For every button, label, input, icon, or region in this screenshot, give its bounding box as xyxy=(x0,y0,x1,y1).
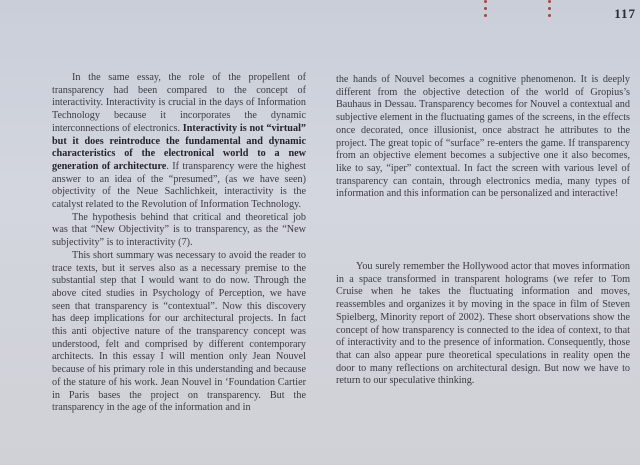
page-number: 117 xyxy=(614,6,636,21)
decorative-dots xyxy=(548,0,552,21)
paragraph-text: In the same essay, the role of the propellent of transparency had been compared to the concept of interactivity. Interactivity is crucial in the days of Information Technology because it incorporates the dynamic interconnections of electronics. xyxy=(52,72,306,134)
paragraph xyxy=(52,72,306,212)
paragraph: This short summary was necessary to avoid the reader to trace texts, but it serves also as a necessary premise to the substantial step that I would want to do now. Through the above cited studies in Psychology of Perception, we have seen that transparency is “contextual”. Now this discovery has deep implications for our architectural projects. In fact this anti objective nature of the transparency concept was understood, felt and comprised by different contemporary architects. In this essay I will mention only Jean Nouvel because of his primary role in this understanding and because of the stature of his work. Jean Nouvel in ‘Foundation Cartier in Paris bases the project on transparency. But the transparency in the age of the information and in xyxy=(52,249,306,414)
paragraph: The hypothesis behind that critical and theoretical job was that “New Objectivity” is to transparency, as the “New subjectivity” is to interactivity (7). xyxy=(52,211,306,249)
bold-emphasis: Interactivity is not “virtual” but it does reintroduce the fundamental and dynamic characteristics of the electronical world to a new generation of architecture xyxy=(52,122,306,172)
paragraph: You surely remember the Hollywood actor that moves information in a space transformed in transparent holograms (we refer to Tom Cruise when he takes the fluctuating information and moves, reassembles and organizes it by moving in the space in film of Steven Spielberg, Minority report of 2002). These short observations show the concept of how transparency is connected to the idea of context, to that of interactivity and to the presence of information. Consequently, those that can also appear pure theoretical speculations in reality open the door to many reflections on architectural design. But now we have to return to our speculative thinking. xyxy=(336,261,630,387)
paragraph: the hands of Nouvel becomes a cognitive phenomenon. It is deeply different from the objective detection of the world of Gropius’s Bauhaus in Dessau. Transparency becomes for Nouvel a contextual and subjective element in the fluctuating games of the screens, in the effects once decorated, once illusionist, once abstract he attributes to the project. The great topic of “surface” re-enters the game. If transparency from an objective element becomes a subjective one it also becomes, like to say, “iper” contextual. In fact the screen with various level of transparency can contain, through electronics media, many types of information and this information can be personalized and interactive! xyxy=(336,74,630,200)
left-column xyxy=(52,72,306,415)
right-column xyxy=(336,74,630,388)
paragraph-text: . If transparency were the highest answer to an idea of the “presumed”, (as we have seen) objectivity of the Neue Sachlichkeit, interactivity is the catalyst related to the Revolution of Information Technology. xyxy=(52,160,306,211)
decorative-dots xyxy=(484,0,488,21)
